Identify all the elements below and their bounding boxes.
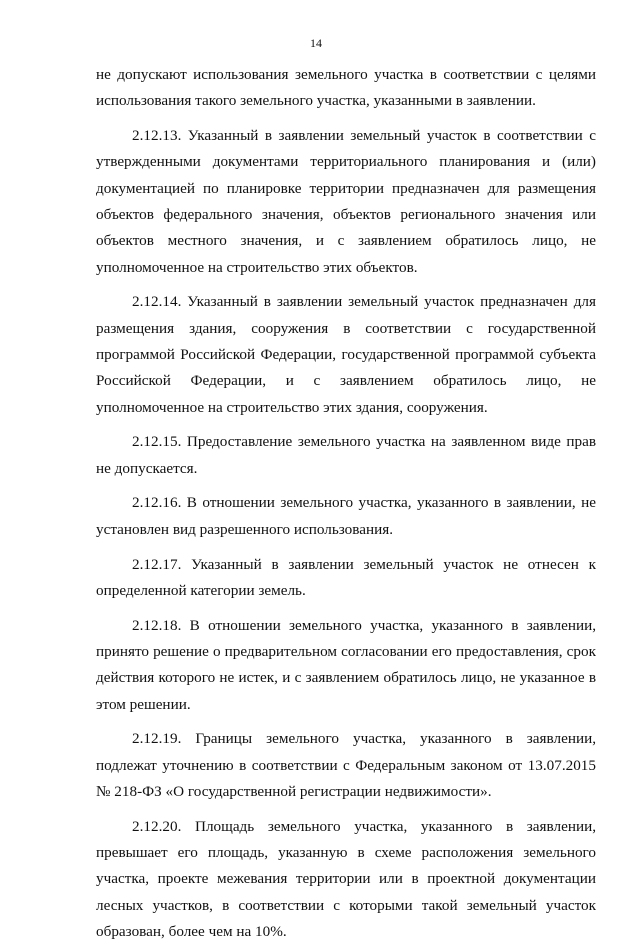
paragraph-2-12-19: 2.12.19. Границы земельного участка, указанного в заявлении, подлежат уточнению в соответствии с Федеральным законом от 13.07.2015 № 218-ФЗ «О государственной регистрации недвижимости».: [96, 730, 596, 800]
document-body: [96, 62, 596, 945]
paragraph-continuation: не допускают использования земельного участка в соответствии с целями использования такого земельного участка, указанными в заявлении.: [96, 66, 596, 110]
paragraph-2-12-17: 2.12.17. Указанный в заявлении земельный участок не отнесен к определенной категории земель.: [96, 555, 596, 599]
paragraph-2-12-13: 2.12.13. Указанный в заявлении земельный участок в соответствии с утвержденными документами территориального планирования и (или) документацией по планировке территории предназначен для размещения объектов федерального значения, объектов регионального значения или объектов местного значения, и с заявлением обратилось лицо, не уполномоченное на строительство этих объектов.: [96, 127, 596, 276]
paragraph-2-12-15: 2.12.15. Предоставление земельного участка на заявленном виде прав не допускается.: [96, 433, 596, 477]
paragraph-2-12-16: 2.12.16. В отношении земельного участка, указанного в заявлении, не установлен вид разрешенного использования.: [96, 494, 596, 538]
paragraph-2-12-20: 2.12.20. Площадь земельного участка, указанного в заявлении, превышает его площадь, указанную в схеме расположения земельного участка, проекте межевания территории или в проектной документации лесных участков, в соответствии с которыми такой земельный участок образован, более чем на 10%.: [96, 817, 596, 940]
paragraph-2-12-18: 2.12.18. В отношении земельного участка, указанного в заявлении, принято решение о предварительном согласовании его предоставления, срок действия которого не истек, и с заявлением обратилось лицо, не указанное в этом решении.: [96, 616, 596, 713]
page-number: 14: [310, 36, 322, 50]
paragraph-2-12-14: 2.12.14. Указанный в заявлении земельный участок предназначен для размещения здания, сооружения в соответствии с государственной программой Российской Федерации, государственной программой субъекта Российской Федерации, и с заявлением обратилось лицо, не уполномоченное на строительство этих здания, сооружения.: [96, 293, 596, 416]
